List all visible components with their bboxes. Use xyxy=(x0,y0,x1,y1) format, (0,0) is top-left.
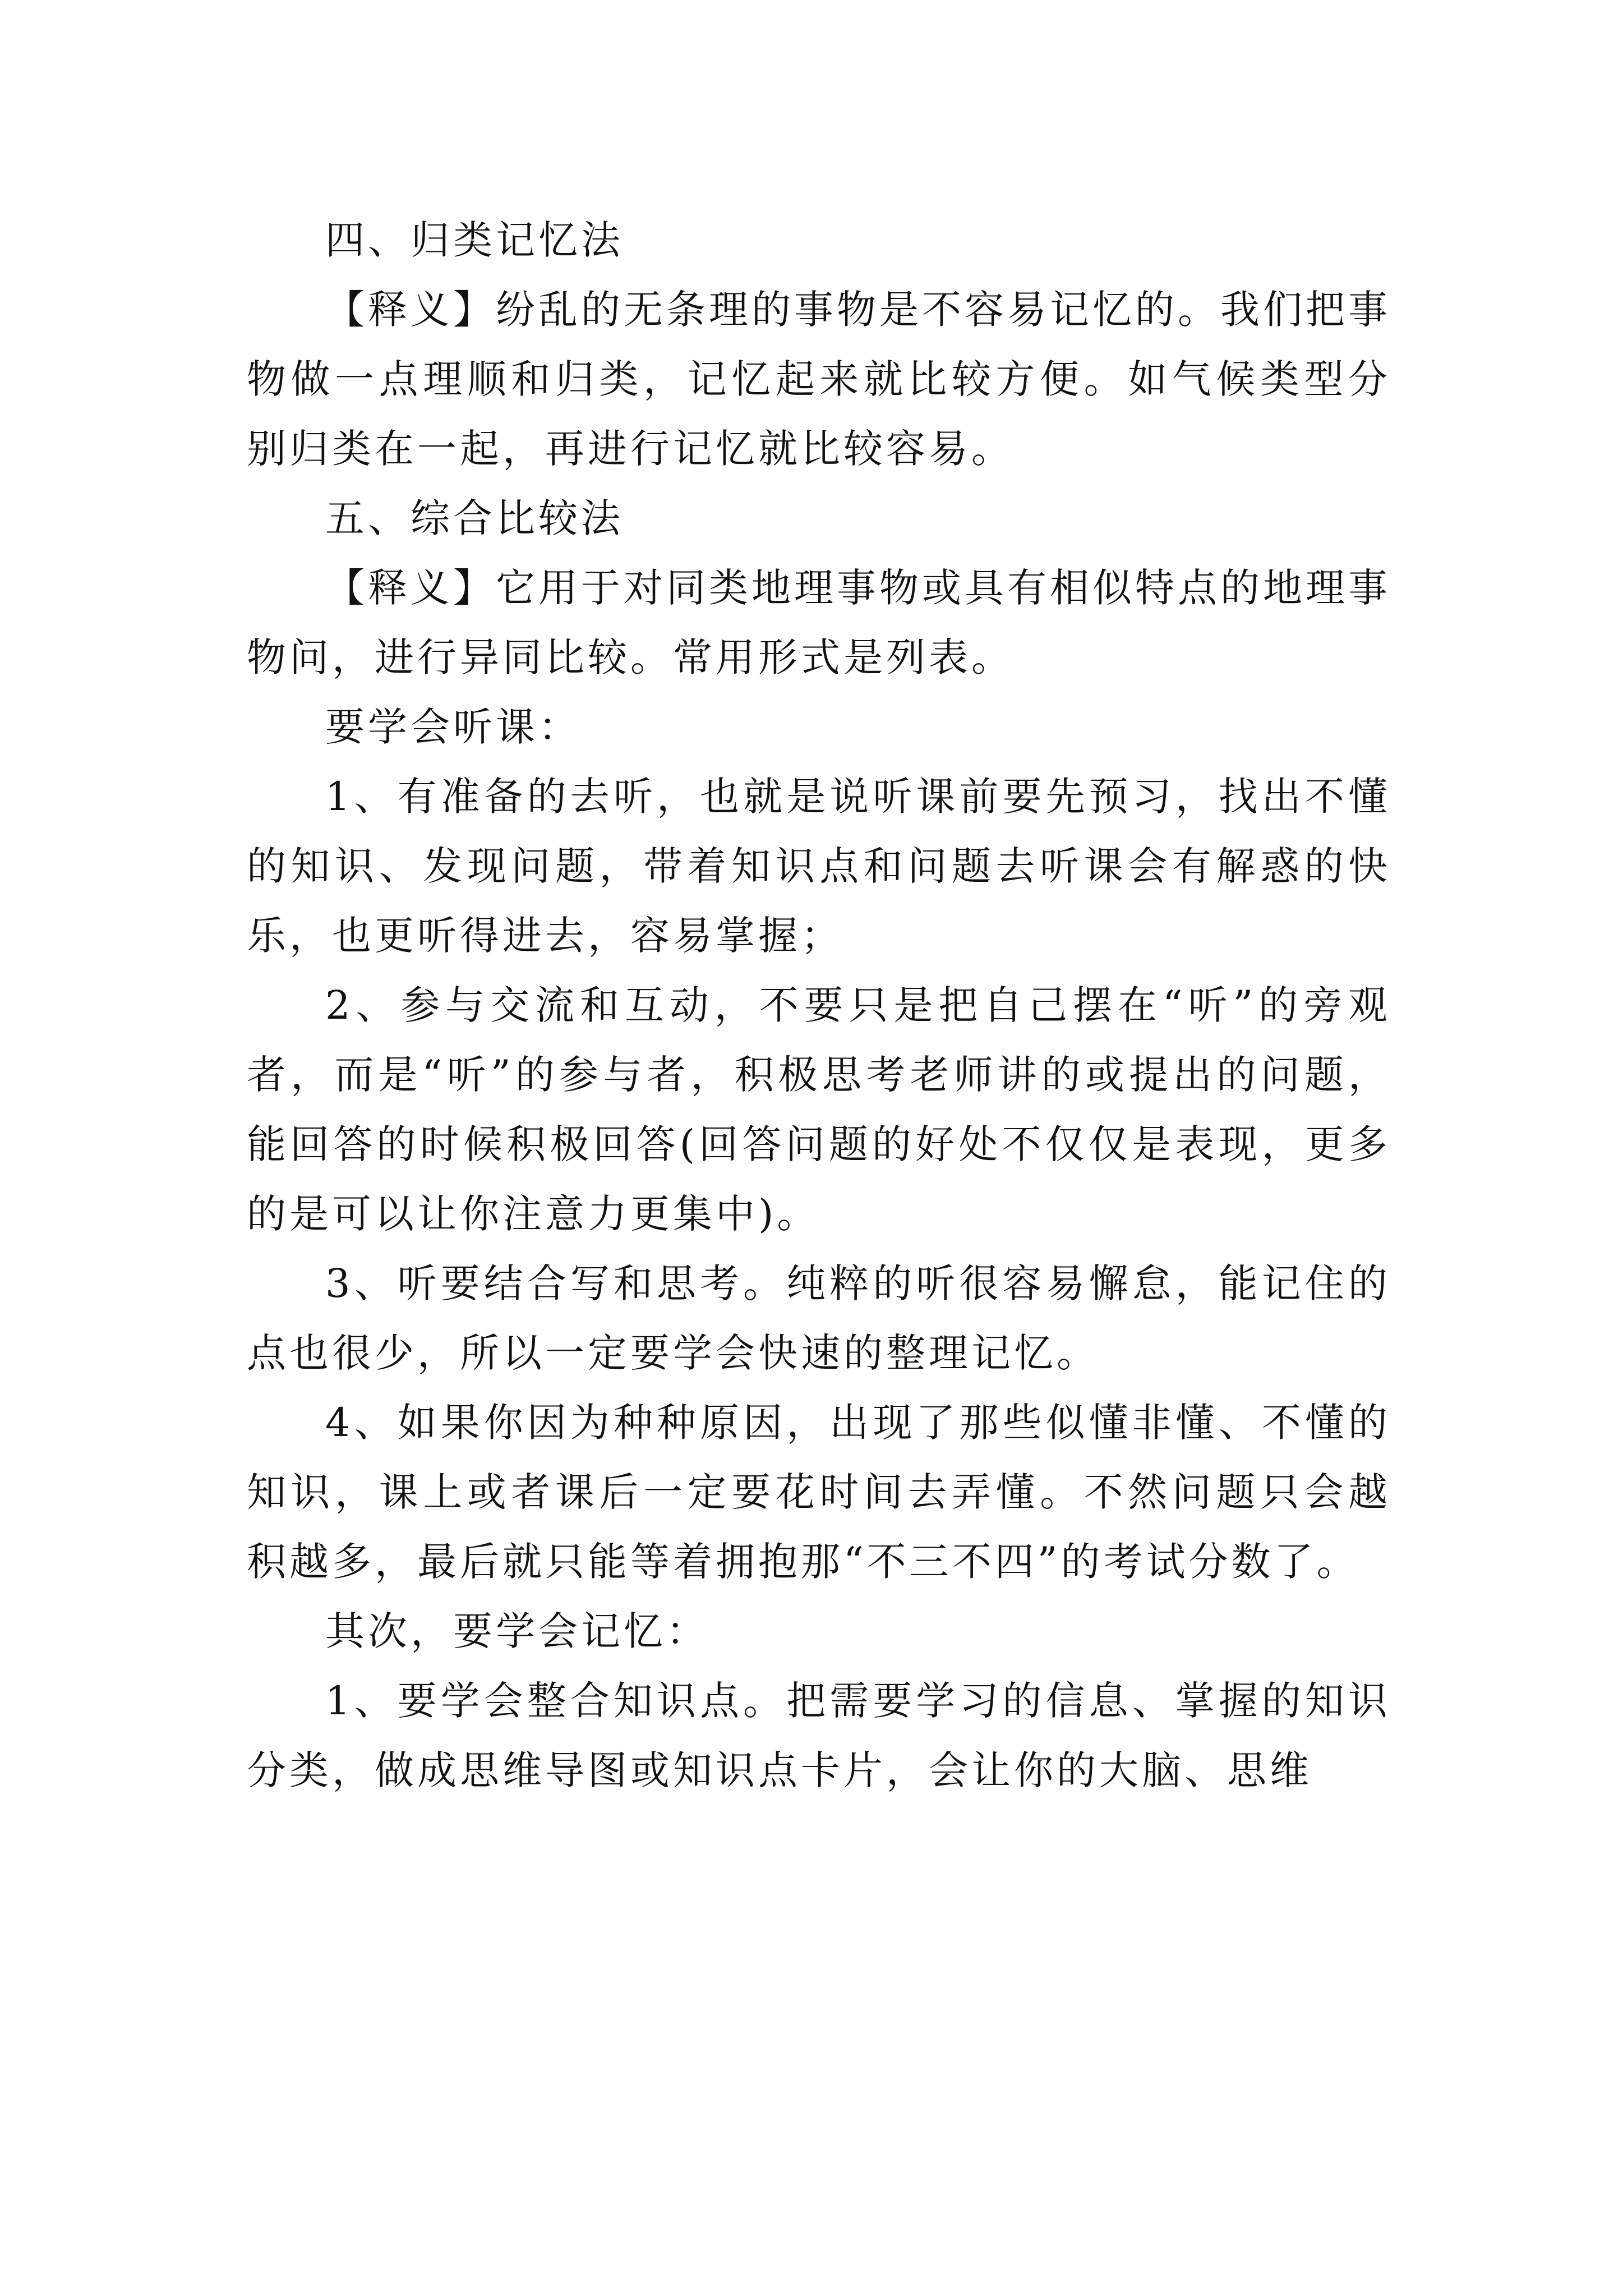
paragraph-listening-point-2: 2、参与交流和互动，不要只是把自己摆在“听”的旁观者，而是“听”的参与者，积极思考老师讲的或提出的问题，能回答的时候积极回答(回答问题的好处不仅仅是表现，更多的是可以让你注意力更集中)。 xyxy=(247,982,1391,1237)
section-heading-classification-memory: 四、归类记忆法 xyxy=(325,217,624,263)
paragraph-comparison-definition: 【释义】它用于对同类地理事物或具有相似特点的地理事物问，进行异同比较。常用形式是列表。 xyxy=(247,565,1391,680)
section-heading-memory: 其次，要学会记忆： xyxy=(325,1608,709,1654)
paragraph-listening-point-3: 3、听要结合写和思考。纯粹的听很容易懈怠，能记住的点也很少，所以一定要学会快速的整理记忆。 xyxy=(247,1260,1391,1376)
paragraph-listening-point-4: 4、如果你因为种种原因，出现了那些似懂非懂、不懂的知识，课上或者课后一定要花时间去弄懂。不然问题只会越积越多，最后就只能等着拥抱那“不三不四”的考试分数了。 xyxy=(247,1400,1391,1585)
section-heading-listening: 要学会听课： xyxy=(325,704,581,750)
paragraph-listening-point-1: 1、有准备的去听，也就是说听课前要先预习，找出不懂的知识、发现问题，带着知识点和问题去听课会有解惑的快乐，也更听得进去，容易掌握； xyxy=(247,774,1391,959)
section-heading-comparison-method: 五、综合比较法 xyxy=(325,495,624,541)
document-body xyxy=(247,205,1391,1805)
paragraph-classification-definition: 【释义】纷乱的无条理的事物是不容易记忆的。我们把事物做一点理顺和归类，记忆起来就比较方便。如气候类型分别归类在一起，再进行记忆就比较容易。 xyxy=(247,287,1391,472)
paragraph-memory-point-1: 1、要学会整合知识点。把需要学习的信息、掌握的知识分类，做成思维导图或知识点卡片，会让你的大脑、思维 xyxy=(247,1678,1391,1793)
